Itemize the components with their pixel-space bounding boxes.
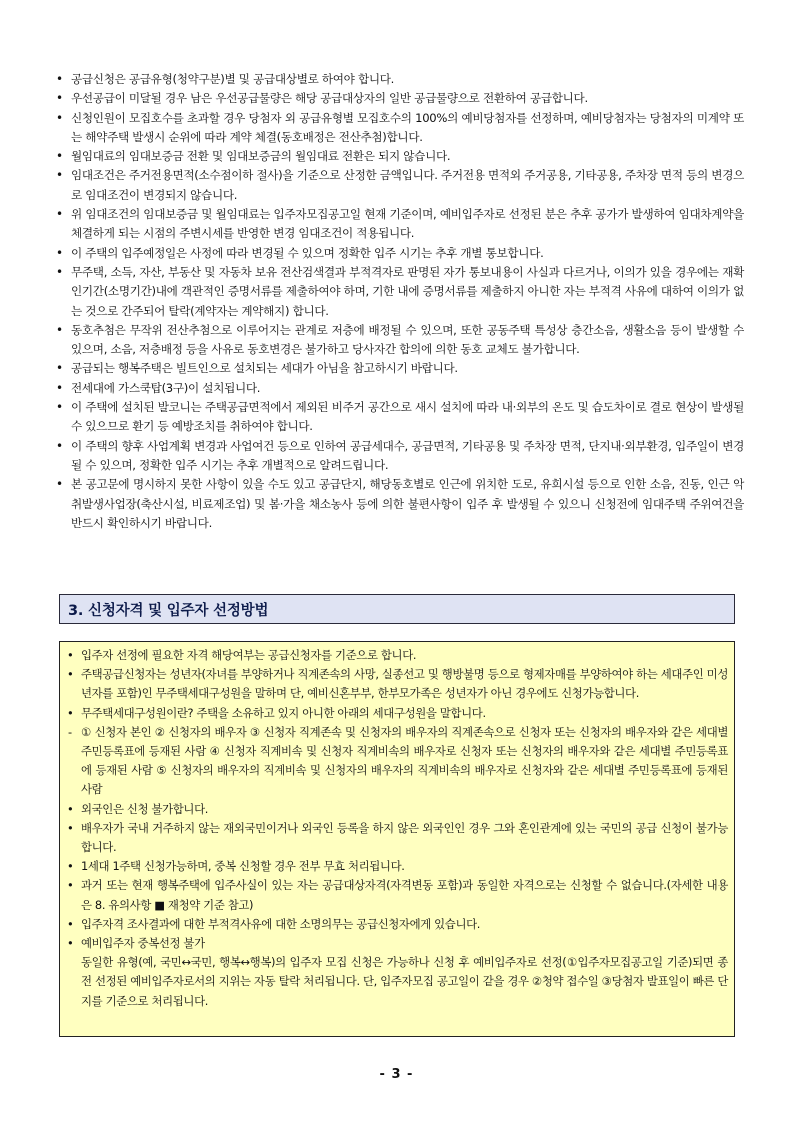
eligibility-box <box>59 641 735 1037</box>
notice-list <box>56 70 744 533</box>
box-item: • 주택공급신청자는 성년자(자녀를 부양하거나 직계존속의 사망, 실종선고 및 행방불명 등으로 형제자매를 부양하여야 하는 세대주인 미성년자를 포함)인 무주택세대구성원을 말하며 단, 예비신혼부부, 한부모가족은 성년자가 아닌 경우에도 신청가능합니다. <box>66 665 728 703</box>
list-item: • 공급신청은 공급유형(청약구분)별 및 공급대상별로 하여야 합니다. <box>56 70 744 89</box>
page-number: - 3 - <box>379 1067 414 1082</box>
list-item: • 우선공급이 미달될 경우 남은 우선공급물량은 해당 공급대상자의 일반 공급물량으로 전환하여 공급합니다. <box>56 89 744 108</box>
list-item: • 임대조건은 주거전용면적(소수점이하 절사)을 기준으로 산정한 금액입니다. 주거전용 면적외 주거공용, 기타공용, 주차장 면적 등의 변경으로 임대조건이 변경되지 않습니다. <box>56 166 744 205</box>
box-item: - ① 신청자 본인 ② 신청자의 배우자 ③ 신청자 직계존속 및 신청자의 배우자의 직계존속으로 신청자 또는 신청자의 배우자와 같은 세대별 주민등록표에 등재된 사람 ④ 신청자 직계비속 및 신청자 직계비속의 배우자로 신청자 또는 신청자의 배우자와 같은 세대별 주민등록표에 등재된 사람 ⑤ 신청자의 배우자의 직계비속 및 신청자의 배우자의 직계비속의 배우자로 신청자와 같은 세대별 주민등록표에 등재된 사람 <box>66 723 728 800</box>
list-item: • 본 공고문에 명시하지 못한 사항이 있을 수도 있고 공급단지, 해당동호별로 인근에 위치한 도로, 유희시설 등으로 인한 소음, 진동, 인근 악취발생사업장(축산시설, 비료제조업) 및 봄·가을 채소농사 등에 의한 불편사항이 입주 후 발생될 수 있으니 신청전에 임대주택 주위여건을 반드시 확인하시기 바랍니다. <box>56 475 744 533</box>
box-item: • 입주자 선정에 필요한 자격 해당여부는 공급신청자를 기준으로 합니다. <box>66 646 728 665</box>
box-item: • 1세대 1주택 신청가능하며, 중복 신청할 경우 전부 무효 처리됩니다. <box>66 857 728 876</box>
box-item: • 배우자가 국내 거주하지 않는 재외국민이거나 외국인 등록을 하지 않은 외국인인 경우 그와 혼인관계에 있는 국민의 공급 신청이 불가능합니다. <box>66 819 728 857</box>
box-item: 동일한 유형(예, 국민↔국민, 행복↔행복)의 입주자 모집 신청은 가능하나 신청 후 예비입주자로 선정(①입주자모집공고일 기준)되면 종전 선정된 예비입주자로서의 지위는 자동 탈락 처리됩니다. 단, 입주자모집 공고일이 같을 경우 ②청약 접수일 ③당첨자 발표일이 빠른 단지를 기준으로 처리됩니다. <box>81 955 728 1008</box>
list-item: • 이 주택에 설치된 발코니는 주택공급면적에서 제외된 비주거 공간으로 새시 설치에 따라 내·외부의 온도 및 습도차이로 결로 현상이 발생될 수 있으므로 환기 등 예방조치를 취하여야 합니다. <box>56 398 744 437</box>
list-item: • 공급되는 행복주택은 빌트인으로 설치되는 세대가 아님을 참고하시기 바랍니다. <box>56 359 744 378</box>
list-item: • 이 주택의 향후 사업계획 변경과 사업여건 등으로 인하여 공급세대수, 공급면적, 기타공용 및 주차장 면적, 단지내·외부환경, 입주일이 변경될 수 있으며, 정확한 입주 시기는 추후 개별적으로 알려드립니다. <box>56 437 744 476</box>
list-item: • 이 주택의 입주예정일은 사정에 따라 변경될 수 있으며 정확한 입주 시기는 추후 개별 통보합니다. <box>56 244 744 263</box>
list-item: • 무주택, 소득, 자산, 부동산 및 자동차 보유 전산검색결과 부적격자로 판명된 자가 통보내용이 사실과 다르거나, 이의가 있을 경우에는 재확인기간(소명기간)내에 객관적인 증명서류를 제출하여야 하며, 기한 내에 증명서류를 제출하지 아니한 자는 부적격 사유에 대하여 이의가 없는 것으로 간주되어 탈락(계약자는 계약해지) 합니다. <box>56 263 744 321</box>
box-item: • 무주택세대구성원이란? 주택을 소유하고 있지 아니한 아래의 세대구성원을 말합니다. <box>66 704 728 723</box>
box-item: • 입주자격 조사결과에 대한 부적격사유에 대한 소명의무는 공급신청자에게 있습니다. <box>66 915 728 934</box>
list-item: • 전세대에 가스쿡탑(3구)이 설치됩니다. <box>56 379 744 398</box>
box-item: • 과거 또는 현재 행복주택에 입주사실이 있는 자는 공급대상자격(자격변동 포함)과 동일한 자격으로는 신청할 수 없습니다.(자세한 내용은 8. 유의사항 ■ 재청약 기준 참고) <box>66 876 728 914</box>
list-item: • 동호추첨은 무작위 전산추첨으로 이루어지는 관계로 저층에 배정될 수 있으며, 또한 공동주택 특성상 층간소음, 생활소음 등이 발생할 수 있으며, 소음, 저층배정 등을 사유로 동호변경은 불가하고 당사자간 합의에 의한 동호 교체도 불가합니다. <box>56 321 744 360</box>
list-item: • 월임대료의 임대보증금 전환 및 임대보증금의 월임대료 전환은 되지 않습니다. <box>56 147 744 166</box>
section-title: 3. 신청자격 및 입주자 선정방법 <box>59 594 735 624</box>
box-item: • 외국인은 신청 불가합니다. <box>66 800 728 819</box>
list-item: • 신청인원이 모집호수를 초과할 경우 당첨자 외 공급유형별 모집호수의 100%의 예비당첨자를 선정하며, 예비당첨자는 당첨자의 미계약 또는 해약주택 발생시 순위에 따라 계약 체결(동호배정은 전산추첨)합니다. <box>56 109 744 148</box>
box-item: • 예비입주자 중복선정 불가 <box>66 934 728 953</box>
list-item: • 위 임대조건의 임대보증금 및 월임대료는 입주자모집공고일 현재 기준이며, 예비입주자로 선정된 분은 추후 공가가 발생하여 임대차계약을 체결하게 되는 시점의 주변시세를 반영한 변경 임대조건이 적용됩니다. <box>56 205 744 244</box>
